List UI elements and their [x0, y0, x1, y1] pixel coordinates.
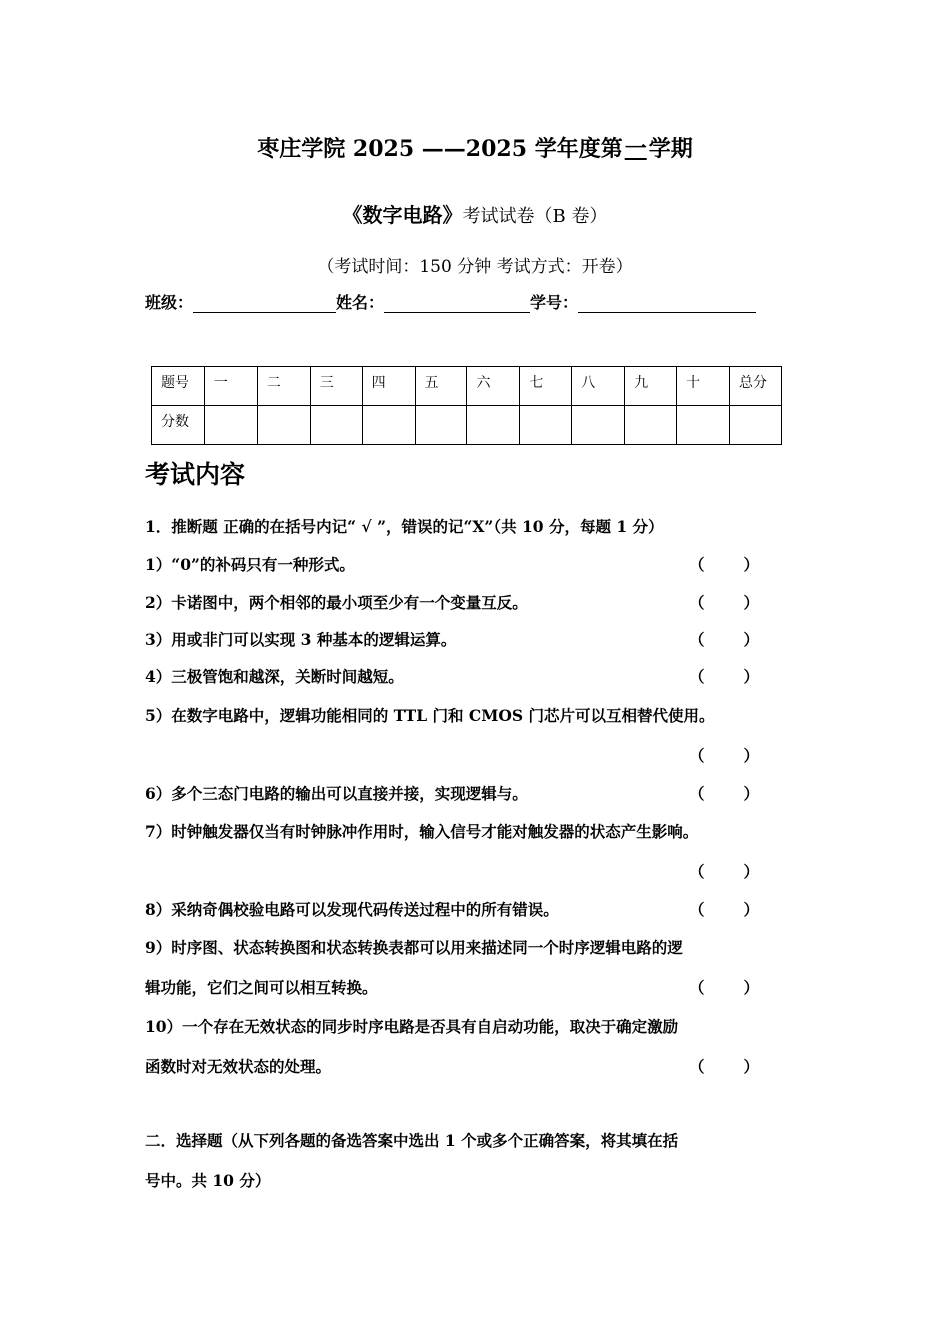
- paren-close: ）: [743, 746, 759, 765]
- paper-type: 考试试卷（B 卷）: [462, 206, 608, 227]
- question-9-cont: 辑功能，它们之间可以相互转换。: [145, 978, 378, 997]
- paren-close: ）: [743, 667, 759, 686]
- header-cell: 题号: [152, 367, 205, 406]
- score-cell[interactable]: [415, 406, 467, 445]
- title-prefix: 枣庄学院 2025 ——2025 学年度第: [257, 136, 623, 162]
- question-10-cont: 函数时对无效状态的处理。: [145, 1057, 332, 1076]
- student-id-label: 学号：: [530, 293, 579, 312]
- header-cell: 八: [572, 367, 625, 406]
- answer-bracket-4[interactable]: [689, 665, 759, 687]
- paren-close: ）: [743, 1057, 759, 1076]
- paren-close: ）: [743, 978, 759, 997]
- question-10: 10）一个存在无效状态的同步时序电路是否具有自启动功能，取决于确定激励: [145, 1017, 679, 1036]
- paren-open: （: [689, 900, 705, 919]
- question-4: 4）三极管饱和越深，关断时间越短。: [145, 667, 404, 686]
- score-cell[interactable]: [257, 406, 310, 445]
- answer-bracket-7[interactable]: [689, 860, 759, 882]
- title-suffix: 学期: [648, 136, 693, 162]
- paren-open: （: [689, 555, 705, 574]
- header-cell: 三: [310, 367, 362, 406]
- paren-open: （: [689, 978, 705, 997]
- section2-title-cont: 号中。共 10 分）: [145, 1171, 271, 1190]
- answer-bracket-6[interactable]: [689, 782, 759, 804]
- score-cell[interactable]: [625, 406, 677, 445]
- paren-open: （: [689, 1057, 705, 1076]
- student-info-line: [145, 290, 756, 313]
- paren-open: （: [689, 862, 705, 881]
- score-cell[interactable]: [310, 406, 362, 445]
- header-cell: 九: [625, 367, 677, 406]
- student-id-field[interactable]: [578, 294, 756, 313]
- answer-bracket-9[interactable]: [689, 976, 759, 998]
- answer-bracket-1[interactable]: [689, 553, 759, 575]
- answer-bracket-3[interactable]: [689, 628, 759, 650]
- paren-close: ）: [743, 900, 759, 919]
- class-field[interactable]: [193, 294, 336, 313]
- answer-bracket-10[interactable]: [689, 1055, 759, 1077]
- paren-close: ）: [743, 862, 759, 881]
- paren-open: （: [689, 593, 705, 612]
- semester-blank: 一: [624, 136, 647, 162]
- answer-bracket-8[interactable]: [689, 898, 759, 920]
- question-2: 2）卡诺图中，两个相邻的最小项至少有一个变量互反。: [145, 593, 528, 612]
- score-table-header-row: [152, 367, 782, 406]
- exam-info: （考试时间：150 分钟 考试方式：开卷）: [317, 257, 633, 277]
- score-label-cell: 分数: [152, 406, 205, 445]
- class-label: 班级：: [145, 293, 194, 312]
- score-cell[interactable]: [204, 406, 257, 445]
- section1-title: 1．推断题 正确的在括号内记“ √ ”，错误的记“X”（共 10 分，每题 1 分）: [145, 517, 664, 536]
- paren-open: （: [689, 630, 705, 649]
- header-cell: 二: [257, 367, 310, 406]
- name-label: 姓名：: [336, 293, 385, 312]
- header-cell: 七: [520, 367, 572, 406]
- paren-open: （: [689, 784, 705, 803]
- paren-open: （: [689, 667, 705, 686]
- score-cell[interactable]: [520, 406, 572, 445]
- paren-close: ）: [743, 555, 759, 574]
- header-cell: 六: [467, 367, 520, 406]
- score-table: [151, 366, 782, 445]
- paren-close: ）: [743, 593, 759, 612]
- score-cell[interactable]: [467, 406, 520, 445]
- question-7: 7）时钟触发器仅当有时钟脉冲作用时，输入信号才能对触发器的状态产生影响。: [145, 822, 699, 841]
- score-cell[interactable]: [362, 406, 415, 445]
- exam-title: [0, 132, 950, 163]
- header-cell: 总分: [729, 367, 781, 406]
- section2-title: 二．选择题（从下列各题的备选答案中选出 1 个或多个正确答案，将其填在括: [145, 1131, 679, 1150]
- answer-bracket-5[interactable]: [689, 744, 759, 766]
- paren-open: （: [689, 746, 705, 765]
- question-1: 1）“0”的补码只有一种形式。: [145, 555, 355, 574]
- name-field[interactable]: [384, 294, 530, 313]
- header-cell: 五: [415, 367, 467, 406]
- score-cell[interactable]: [729, 406, 781, 445]
- header-cell: 四: [362, 367, 415, 406]
- question-5: 5）在数字电路中，逻辑功能相同的 TTL 门和 CMOS 门芯片可以互相替代使用。: [145, 706, 715, 725]
- content-heading: 考试内容: [145, 460, 246, 489]
- paren-close: ）: [743, 630, 759, 649]
- score-table-score-row: [152, 406, 782, 445]
- header-cell: 十: [677, 367, 730, 406]
- question-9: 9）时序图、状态转换图和状态转换表都可以用来描述同一个时序逻辑电路的逻: [145, 938, 683, 957]
- paren-close: ）: [743, 784, 759, 803]
- answer-bracket-2[interactable]: [689, 591, 759, 613]
- header-cell: 一: [204, 367, 257, 406]
- course-name: 《数字电路》: [342, 203, 463, 227]
- score-cell[interactable]: [572, 406, 625, 445]
- question-3: 3）用或非门可以实现 3 种基本的逻辑运算。: [145, 630, 457, 649]
- question-6: 6）多个三态门电路的输出可以直接并接，实现逻辑与。: [145, 784, 528, 803]
- exam-subtitle: [0, 199, 950, 228]
- score-cell[interactable]: [677, 406, 730, 445]
- question-8: 8）采纳奇偶校验电路可以发现代码传送过程中的所有错误。: [145, 900, 559, 919]
